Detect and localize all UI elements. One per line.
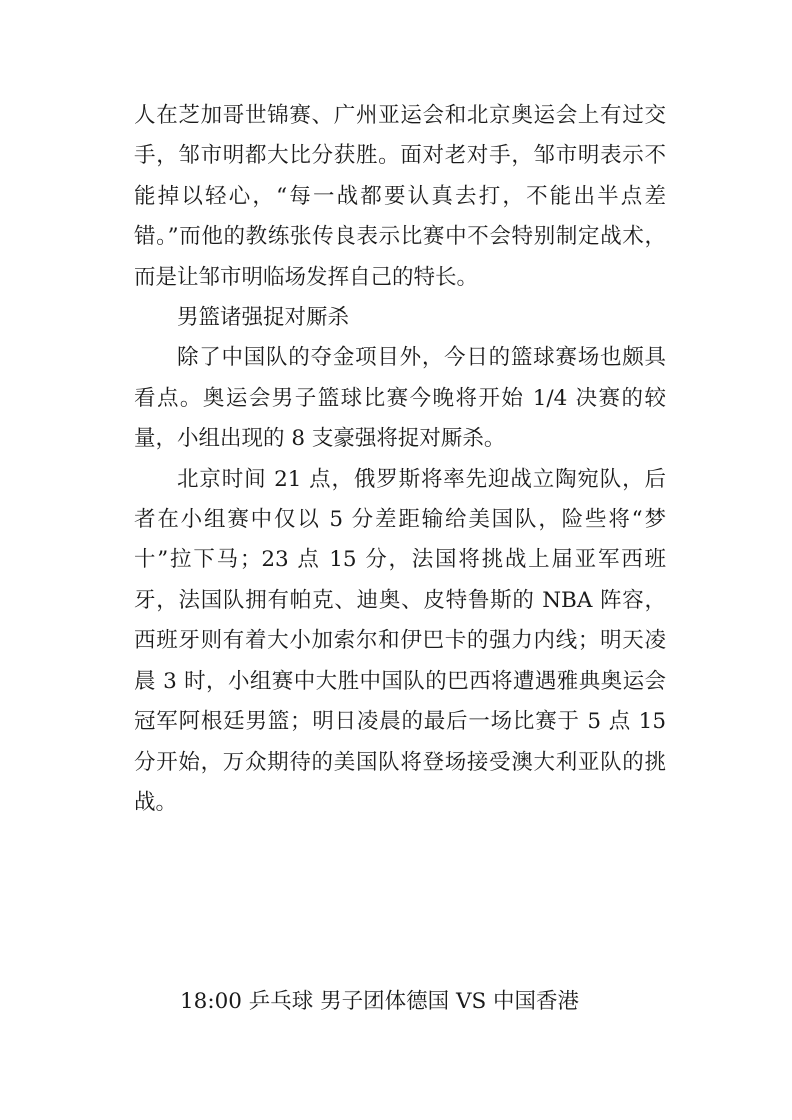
section-heading-basketball: 男篮诸强捉对厮杀: [177, 305, 350, 331]
schedule-line-table-tennis: 18:00 乒乓球 男子团体德国 VS 中国香港: [180, 989, 580, 1014]
paragraph-basketball-schedule: 北京时间 21 点，俄罗斯将率先迎战立陶宛队，后者在小组赛中仅以 5 分差距输给美国队，险些将“梦十”拉下马；23 点 15 分，法国将挑战上届亚军西班牙，法国队拥有帕克、迪奥、皮特鲁斯的 NBA 阵容，西班牙则有着大小加索尔和伊巴卡的强力内线；明天凌晨 3 时，小组赛中大胜中国队的巴西将遭遇雅典奥运会冠军阿根廷男篮；明日凌晨的最后一场比赛于 5 点 15 分开始，万众期待的美国队将登场接受澳大利亚队的挑战。: [134, 466, 666, 815]
paragraph-zou-shiming: 人在芝加哥世锦赛、广州亚运会和北京奥运会上有过交手，邹市明都大比分获胜。面对老对手，邹市明表示不能掉以轻心，“每一战都要认真去打，不能出半点差错。”而他的教练张传良表示比赛中不会特别制定战术，而是让邹市明临场发挥自己的特长。: [134, 103, 666, 290]
article-body: [134, 96, 666, 823]
paragraph-basketball-intro: 除了中国队的夺金项目外，今日的篮球赛场也颇具看点。奥运会男子篮球比赛今晚将开始 1/4 决赛的较量，小组出现的 8 支豪强将捉对厮杀。: [134, 345, 666, 452]
